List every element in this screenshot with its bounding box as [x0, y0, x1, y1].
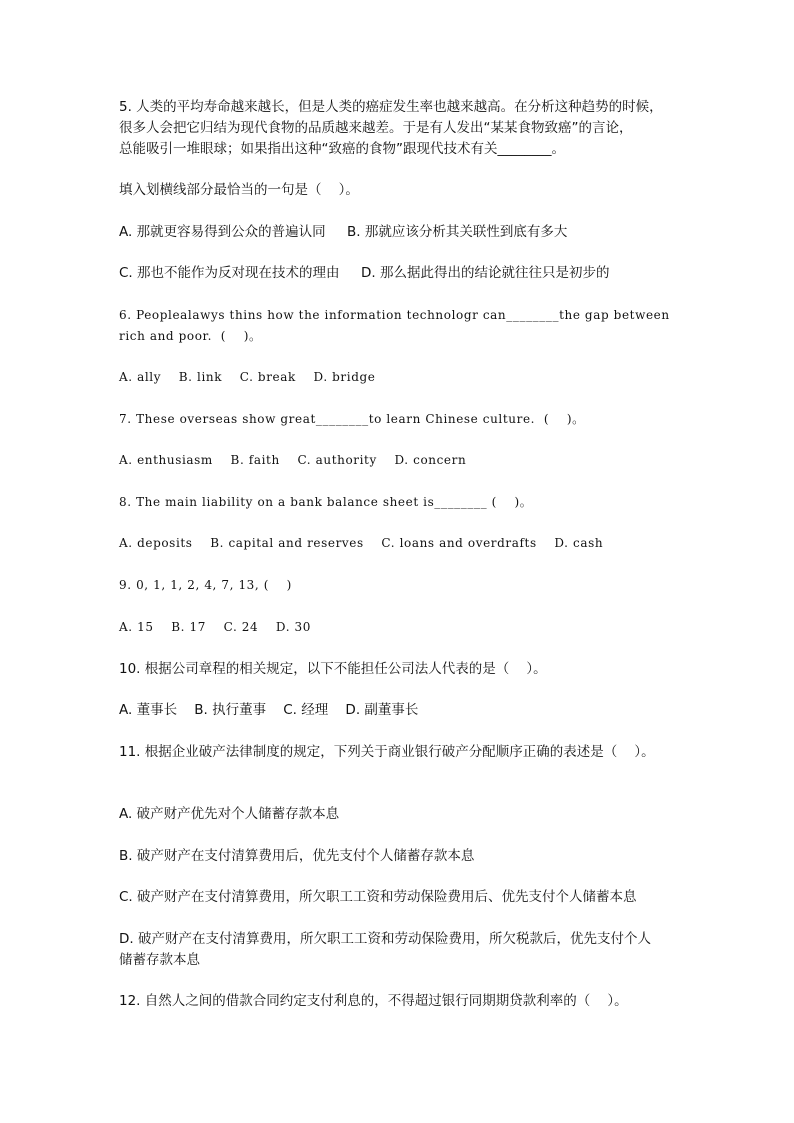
q11-option-d-line-2: 储蓄存款本息: [119, 952, 200, 968]
q10-options: A. 董事长 B. 执行董事 C. 经理 D. 副董事长: [119, 702, 419, 718]
q6-text-line-1: 6. Peoplealawys thins how the information technologr can________the gap between: [119, 308, 670, 322]
q5-options-ab: A. 那就更容易得到公众的普遍认同 B. 那就应该分析其关联性到底有多大: [119, 224, 568, 240]
q11-text: 11. 根据企业破产法律制度的规定，下列关于商业银行破产分配顺序正确的表述是（ ）。: [119, 744, 655, 760]
q11-option-d-line-1: D. 破产财产在支付清算费用，所欠职工工资和劳动保险费用，所欠税款后，优先支付个人: [119, 931, 651, 947]
q5-prompt: 填入划横线部分最恰当的一句是（ ）。: [119, 182, 359, 198]
q11-option-a: A. 破产财产优先对个人储蓄存款本息: [119, 806, 340, 822]
q9-text: 9. 0, 1, 1, 2, 4, 7, 13, ( ): [119, 578, 292, 592]
q7-options: A. enthusiasm B. faith C. authority D. concern: [119, 453, 467, 467]
q8-text: 8. The main liability on a bank balance sheet is________ ( )。: [119, 495, 533, 509]
q5-text-line-3: 总能吸引一堆眼球；如果指出这种“致癌的食物”跟现代技术有关________。: [119, 141, 565, 157]
q5-options-cd: C. 那也不能作为反对现在技术的理由 D. 那么据此得出的结论就往往只是初步的: [119, 265, 610, 281]
q10-text: 10. 根据公司章程的相关规定，以下不能担任公司法人代表的是（ ）。: [119, 661, 547, 677]
q5-text-line-1: 5. 人类的平均寿命越来越长，但是人类的癌症发生率也越来越高。在分析这种趋势的时候，: [119, 99, 663, 115]
q8-options: A. deposits B. capital and reserves C. loans and overdrafts D. cash: [119, 536, 604, 550]
q12-text: 12. 自然人之间的借款合同约定支付利息的，不得超过银行同期期贷款利率的（ ）。: [119, 993, 628, 1009]
q6-options: A. ally B. link C. break D. bridge: [119, 370, 376, 384]
q5-text-line-2: 很多人会把它归结为现代食物的品质越来越差。于是有人发出“某某食物致癌”的言论，: [119, 120, 633, 136]
q9-options: A. 15 B. 17 C. 24 D. 30: [119, 620, 311, 634]
q6-text-line-2: rich and poor. ( )。: [119, 329, 262, 343]
q11-option-c: C. 破产财产在支付清算费用，所欠职工工资和劳动保险费用后、优先支付个人储蓄本息: [119, 889, 637, 905]
q11-option-b: B. 破产财产在支付清算费用后，优先支付个人储蓄存款本息: [119, 848, 475, 864]
q7-text: 7. These overseas show great________to learn Chinese culture. ( )。: [119, 412, 585, 426]
